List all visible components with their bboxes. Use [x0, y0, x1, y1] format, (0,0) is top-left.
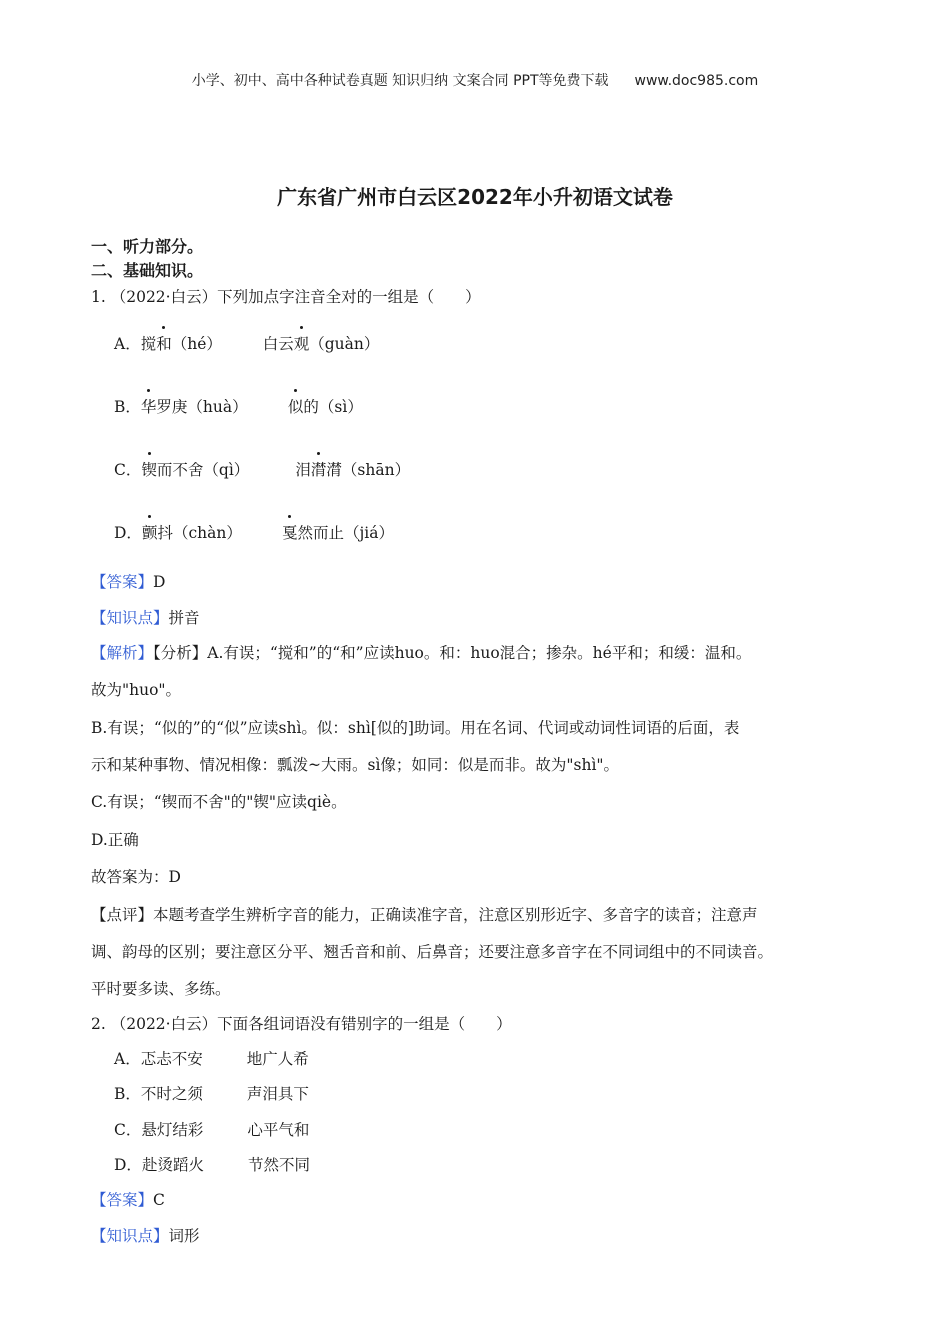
- q1-analysis-line: 故答案为：D: [91, 868, 181, 886]
- q2-option-d: D．赴烫蹈火 节然不同: [114, 1156, 310, 1174]
- dotted-char: 似: [288, 395, 304, 417]
- dotted-char: 锲: [141, 458, 157, 480]
- dotted-char: 潸: [311, 458, 327, 480]
- q1-option-c: C．锲而不舍（qì） 泪潸潸（shān）: [114, 458, 410, 480]
- q1-analysis-line: B.有误；“似的”的“似”应读shì。似：shì[似的]助词。用在名词、代词或动词性词语的后面，表: [91, 719, 740, 737]
- q1-option-d: D．颤抖（chàn） 戛然而止（jiá）: [114, 521, 394, 543]
- q1-analysis-line: 示和某种事物、情况相像：瓢泼~大雨。sì像；如同：似是而非。故为"shì"。: [91, 756, 620, 774]
- option-label: A．: [114, 335, 141, 353]
- q1-knowledge-point: 【知识点】拼音: [91, 609, 200, 627]
- section-basics: 二、基础知识。: [91, 261, 204, 280]
- q1-analysis-line: 【解析】【分析】A.有误；“搅和”的“和”应读huo。和：huo混合；掺杂。hé平和；和缓：温和。: [91, 644, 752, 662]
- dotted-char: 观: [294, 332, 310, 354]
- dotted-char: 戛: [282, 521, 298, 543]
- q1-answer: 【答案】D: [91, 573, 166, 591]
- q1-comment-line: 【点评】本题考查学生辨析字音的能力，正确读准字音，注意区别形近字、多音字的读音；注意声: [91, 906, 758, 924]
- q1-comment-line: 平时要多读、多练。: [91, 980, 231, 998]
- q1-analysis-line: D.正确: [91, 831, 139, 849]
- header-text: 小学、初中、高中各种试卷真题 知识归纳 文案合同 PPT等免费下载: [191, 73, 609, 89]
- dotted-char: 华: [141, 395, 157, 417]
- q1-analysis-line: C.有误；“锲而不舍"的"锲"应读qiè。: [91, 793, 347, 811]
- option-label: D．: [114, 524, 142, 542]
- section-listening: 一、听力部分。: [91, 237, 204, 256]
- q1-comment-line: 调、韵母的区别；要注意区分平、翘舌音和前、后鼻音；还要注意多音字在不同词组中的不同读音。: [91, 943, 774, 961]
- q1-analysis-line: 故为"huo"。: [91, 681, 182, 699]
- q2-knowledge-point: 【知识点】词形: [91, 1227, 200, 1245]
- q2-answer: 【答案】C: [91, 1191, 165, 1209]
- page-header: [0, 70, 950, 90]
- option-label: B．: [114, 398, 141, 416]
- q2-option-b: B．不时之须 声泪具下: [114, 1085, 309, 1103]
- q2-option-c: C．悬灯结彩 心平气和: [114, 1121, 310, 1139]
- q1-stem: 1. （2022·白云）下列加点字注音全对的一组是（ ）: [91, 288, 481, 306]
- q1-option-a: A．搅和（hé） 白云观（guàn）: [114, 332, 379, 354]
- q1-option-b: B．华罗庚（huà） 似的（sì）: [114, 395, 363, 417]
- header-url[interactable]: www.doc985.com: [634, 73, 759, 89]
- page-title: 广东省广州市白云区2022年小升初语文试卷: [277, 185, 673, 209]
- q2-option-a: A．忑忐不安 地广人希: [114, 1050, 309, 1068]
- dotted-char: 颤: [142, 521, 158, 543]
- option-label: C．: [114, 461, 142, 479]
- dotted-char: 和: [156, 332, 172, 354]
- q2-stem: 2. （2022·白云）下面各组词语没有错别字的一组是（ ）: [91, 1015, 512, 1033]
